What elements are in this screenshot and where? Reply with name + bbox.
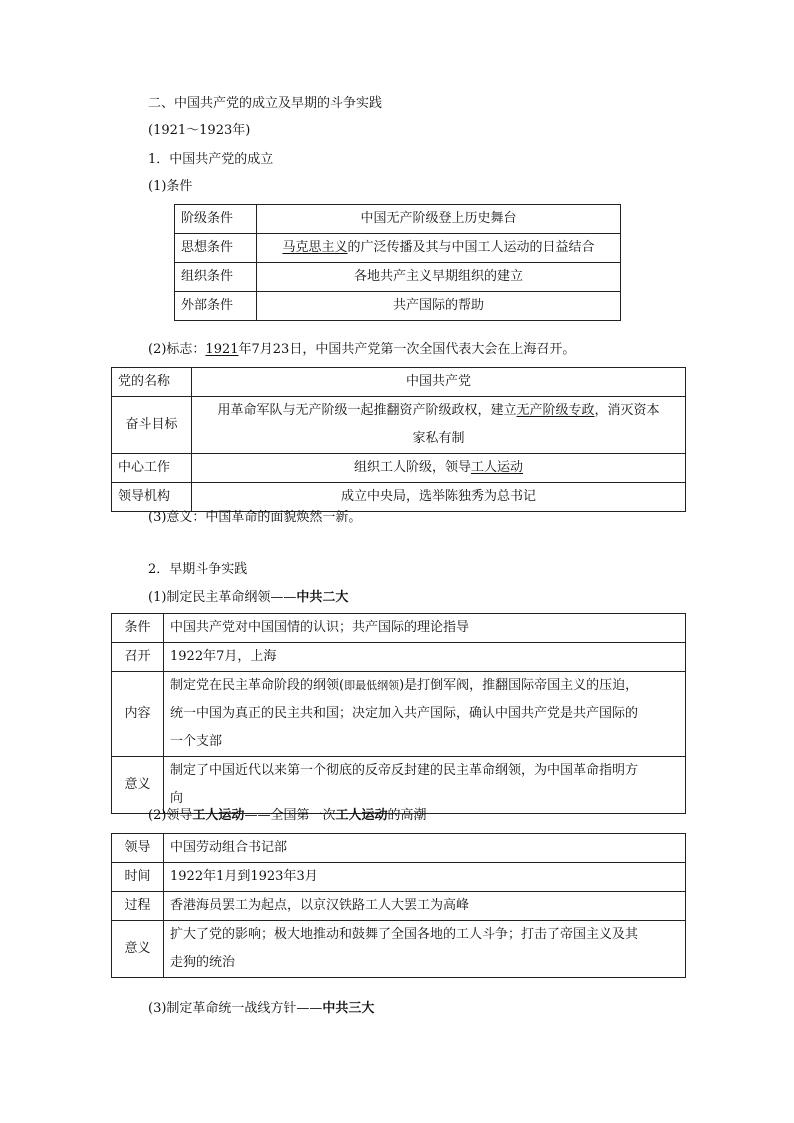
sub2-bold2: 工人运动 [335,808,388,823]
t2-value: 中国共产党对中国国情的认识；共产国际的理论指导 [164,614,686,643]
sub2-pre: (2)领导 [148,808,193,823]
table-row [112,921,686,978]
t3-meaning-l1: 扩大了党的影响；极大地推动和鼓舞了全国各地的工人斗争；打击了帝国主义及其 [170,927,639,942]
conditions-table [174,204,621,321]
cond-value: 共产国际的帮助 [257,292,621,321]
second-congress-table [111,613,686,814]
t2-value [164,757,686,814]
t3-value: 1922年1月到1923年3月 [164,863,686,892]
goal-text-2: 家私有制 [412,431,465,446]
t2-meaning-l2: 向 [170,791,184,806]
t3-value: 中国劳动组合书记部 [164,834,686,863]
t2-meaning-l1: 制定了中国近代以来第一个彻底的反帝反封建的民主革命纲领，为中国革命指明方 [170,763,639,778]
cond-value: 中国无产阶级登上历史舞台 [257,205,621,234]
work-value [192,454,686,483]
party-table [111,367,686,512]
cond-value [257,234,621,263]
goal-value [192,397,686,454]
heading-struggle: 2．早期斗争实践 [148,562,248,577]
table-row [112,757,686,814]
goal-text-a: 用革命军队与无产阶级一起推翻资产阶级政权，建立 [217,403,517,418]
table-row [175,292,621,321]
sub3-pre: (3)制定革命统一战线方针—— [148,1001,323,1016]
party-name-key: 党的名称 [112,368,192,397]
lead-value: 成立中央局，选举陈独秀为总书记 [192,483,686,512]
work-key: 中心工作 [112,454,192,483]
sub2-rest: 的高潮 [387,808,427,823]
cond-value: 各地共产主义早期组织的建立 [257,263,621,292]
table-row [175,205,621,234]
sub3 [148,1000,374,1018]
work-text: 组织工人阶级，领导 [353,460,471,475]
table-row [112,397,686,454]
table-row [112,834,686,863]
t2-key: 条件 [112,614,164,643]
cond-key: 思想条件 [175,234,257,263]
t2-key: 召开 [112,643,164,672]
party-name-value: 中国共产党 [192,368,686,397]
sub1-bold: 中共二大 [296,590,349,605]
table-row [112,672,686,757]
table-row [112,892,686,921]
t3-key: 过程 [112,892,164,921]
sub2-mid: ——全国第一次 [244,808,336,823]
meaning-line: (3)意义：中国革命的面貌焕然一新。 [148,510,362,525]
cond-value-rest: 的广泛传播及其与中国工人运动的日益结合 [347,240,595,255]
sign-year: 1921 [205,342,239,357]
t2-content-l3: 一个支部 [170,734,223,749]
t2-content-l2: 统一中国为真正的民主共和国；决定加入共产国际，确认中国共产党是共产国际的 [170,706,639,721]
sub2-bold: 工人运动 [192,808,245,823]
conditions-label: (1)条件 [148,179,193,194]
lead-key: 领导机构 [112,483,192,512]
sub1-pre: (1)制定民主革命纲领—— [148,590,297,605]
marxism-term: 马克思主义 [282,240,348,255]
table-row [112,863,686,892]
cond-key: 组织条件 [175,263,257,292]
sign-prefix: (2)标志： [148,342,206,357]
work-term: 工人运动 [471,460,524,475]
sub1 [148,589,348,607]
sign-line [148,341,575,359]
t3-value: 香港海员罢工为起点，以京汉铁路工人大罢工为高峰 [164,892,686,921]
t3-value [164,921,686,978]
sign-rest: 年7月23日，中国共产党第一次全国代表大会在上海召开。 [238,342,576,357]
t3-key: 领导 [112,834,164,863]
t2-key: 意义 [112,757,164,814]
t2-value: 1922年7月，上海 [164,643,686,672]
table-row [175,263,621,292]
t3-key: 时间 [112,863,164,892]
t3-meaning-l2: 走狗的统治 [170,955,236,970]
sub3-bold: 中共三大 [322,1001,375,1016]
table-row [112,483,686,512]
sub2 [148,807,426,825]
cond-key: 外部条件 [175,292,257,321]
period: (1921～1923年) [148,123,251,138]
t2-key: 内容 [112,672,164,757]
t2-content-small: 即最低纲领 [344,679,400,692]
goal-key: 奋斗目标 [112,397,192,454]
table-row [112,368,686,397]
goal-text-b: ，消灭资本 [594,403,660,418]
t2-value [164,672,686,757]
labor-movement-table [111,833,686,978]
section-title: 二、中国共产党的成立及早期的斗争实践 [148,96,383,111]
table-row [112,643,686,672]
table-row [175,234,621,263]
t3-key: 意义 [112,921,164,978]
heading-founding: 1．中国共产党的成立 [148,152,274,167]
cond-key: 阶级条件 [175,205,257,234]
t2-content-b: )是打倒军阀，推翻国际帝国主义的压迫， [399,678,639,693]
table-row [112,614,686,643]
t2-content-a: 制定党在民主革命阶段的纲领( [170,678,345,693]
table-row [112,454,686,483]
goal-term: 无产阶级专政 [516,403,595,418]
